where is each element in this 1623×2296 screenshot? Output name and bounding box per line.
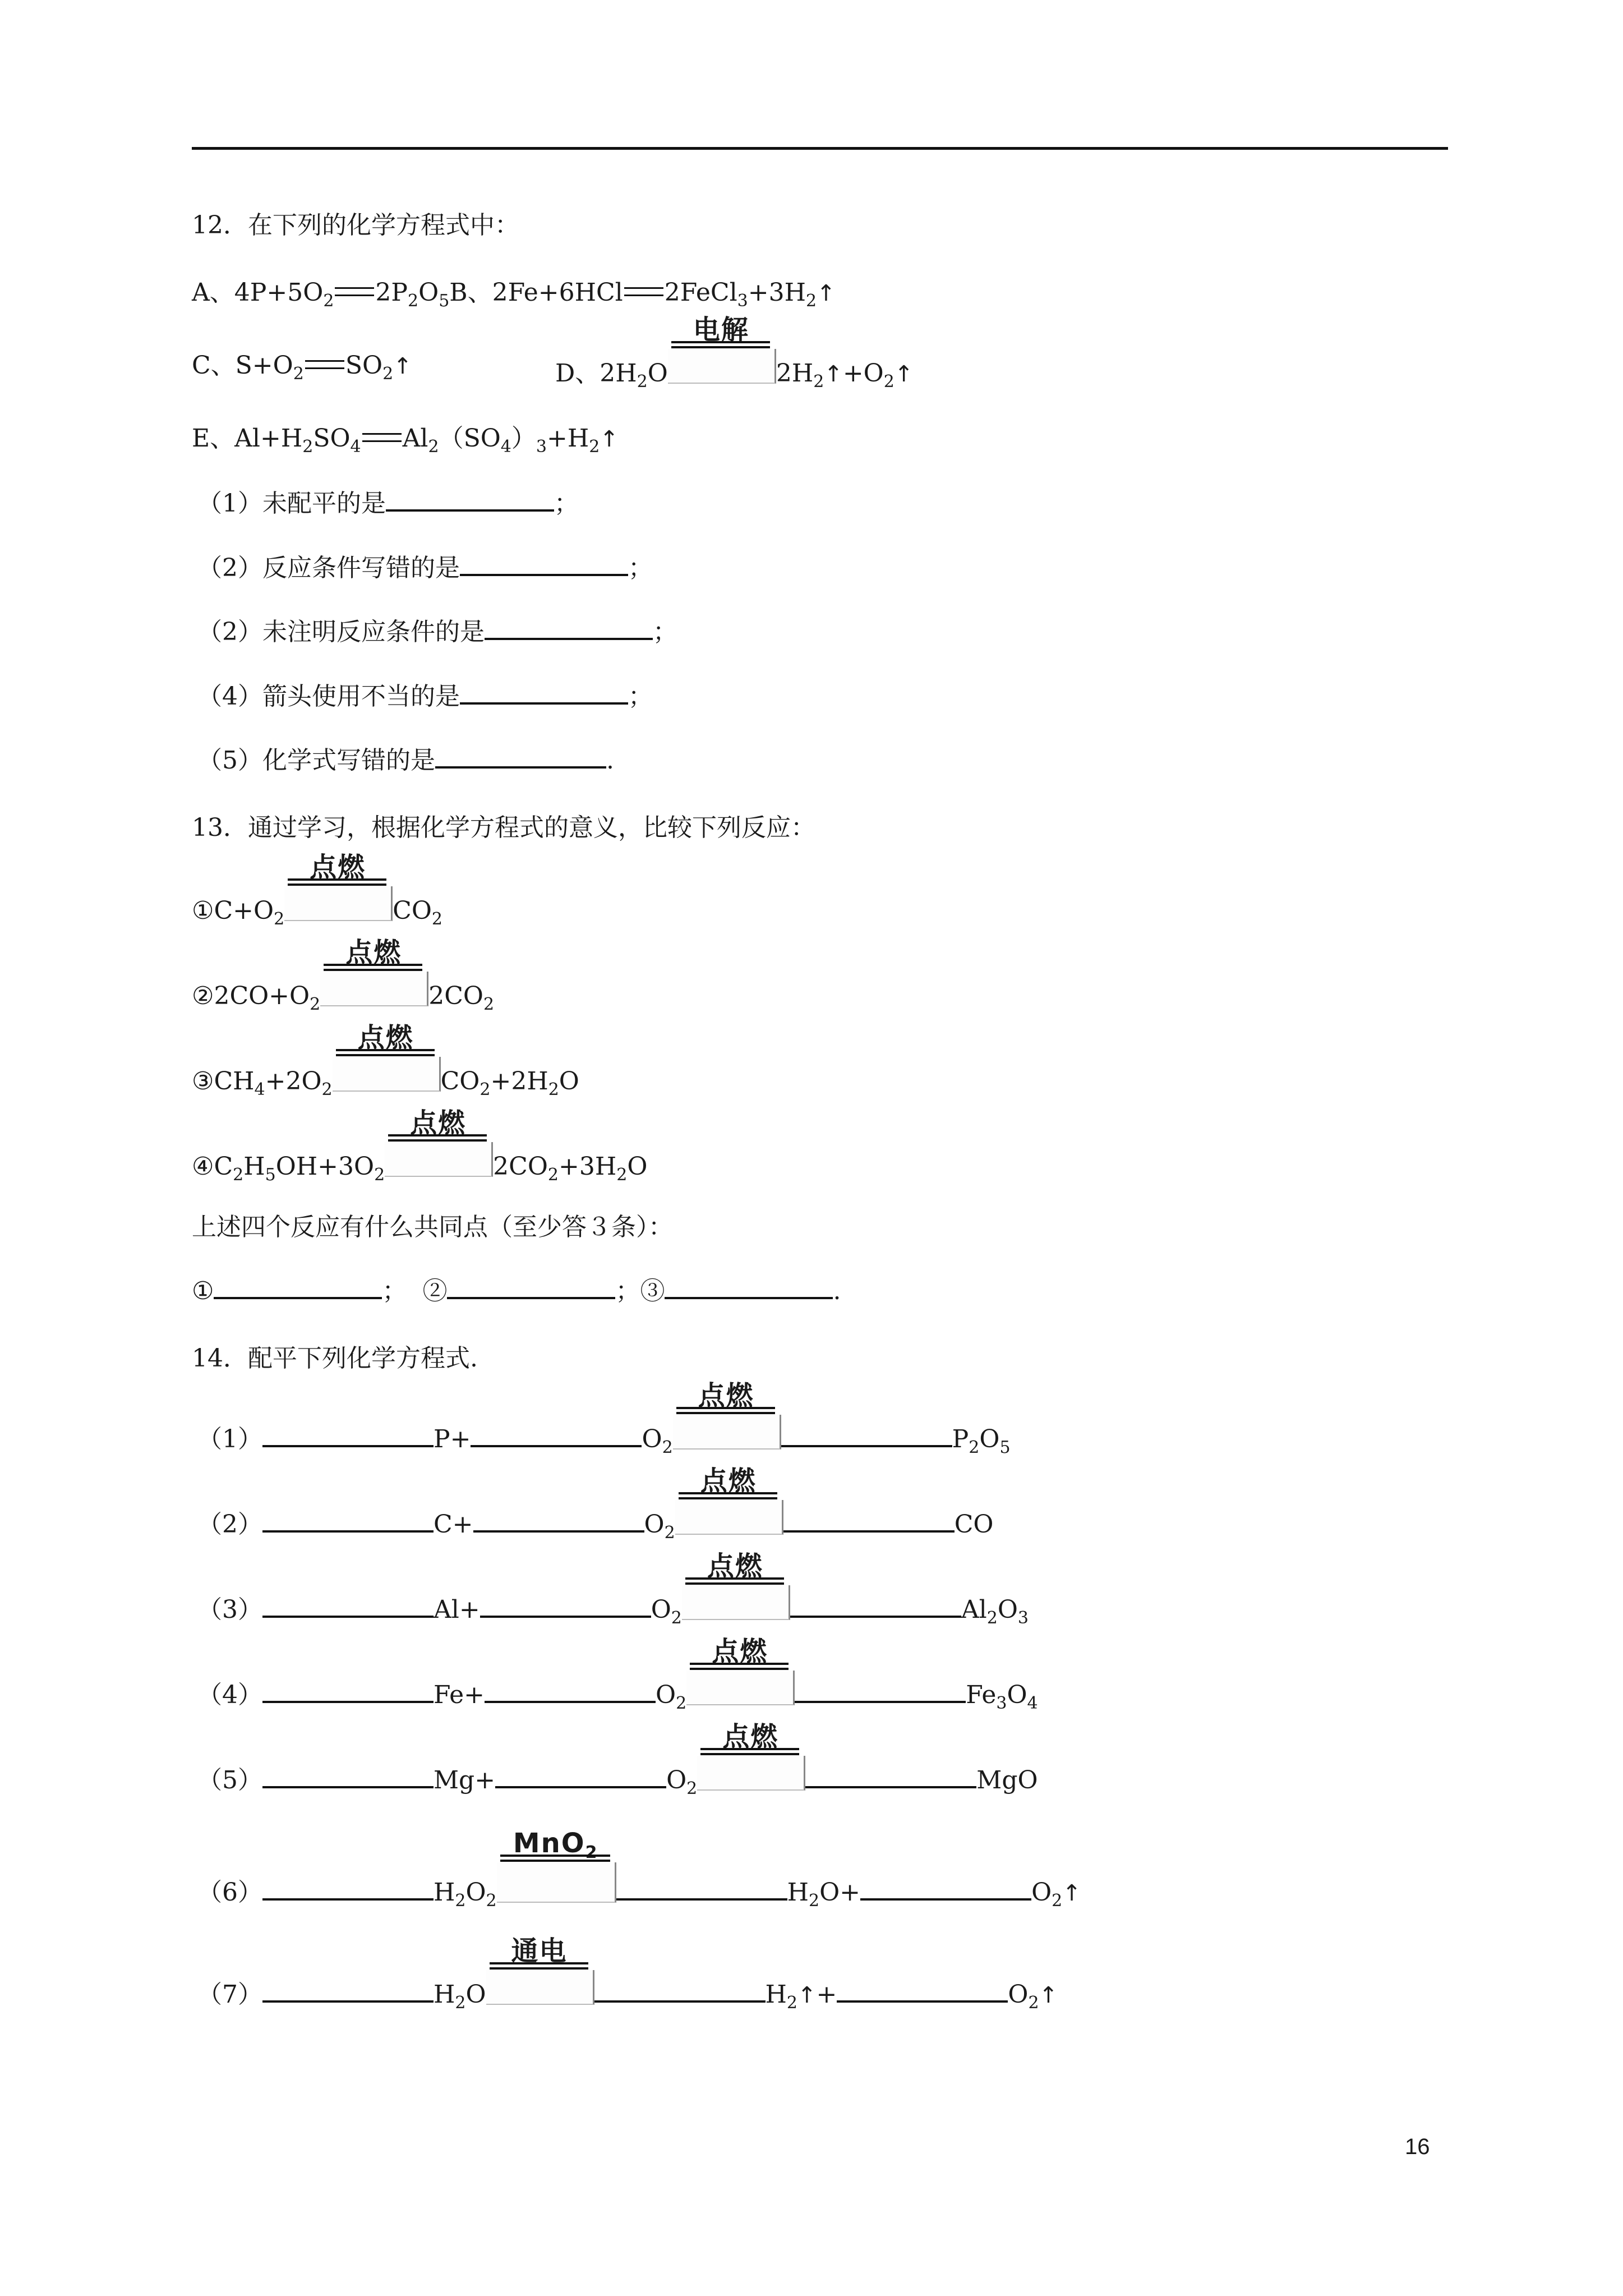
answer-blank[interactable] [386, 487, 554, 512]
answer-blank[interactable] [485, 615, 653, 640]
coefficient-blank[interactable] [837, 1978, 1008, 2003]
q13-reaction-2: $②2CO+O_2$ 点燃 $2CO_2$ [192, 937, 495, 1014]
q12-title: 12．在下列的化学方程式中： [192, 211, 519, 240]
coefficient-blank[interactable] [783, 1508, 955, 1533]
q14-title: 14．配平下列化学方程式. [192, 1344, 478, 1373]
q12-sub4: （4）箭头使用不当的是 ； [197, 680, 653, 714]
q14-eq-4: （4） $Fe+ O_2$ 点燃 $Fe_3O_4$ [197, 1636, 1038, 1713]
coefficient-blank[interactable] [262, 1764, 434, 1788]
coefficient-blank[interactable] [781, 1423, 952, 1447]
coefficient-blank[interactable] [480, 1593, 651, 1618]
coefficient-blank[interactable] [262, 1678, 434, 1703]
header-rule [192, 147, 1448, 150]
coefficient-blank[interactable] [795, 1678, 966, 1703]
coefficient-blank[interactable] [262, 1593, 434, 1618]
q13-reaction-1: $①C+O_2$ 点燃 $CO_2$ [192, 852, 442, 929]
q13-reaction-4: $④C_2H_5OH+3O_2$ 点燃 $2CO_2+3H_2O$ [192, 1107, 648, 1185]
coefficient-blank[interactable] [471, 1423, 642, 1447]
q12-sub1: （1）未配平的是 ； [197, 487, 579, 521]
answer-blank[interactable] [460, 680, 628, 705]
q13-answers: ① ； ② ；③ . [192, 1274, 841, 1308]
coefficient-blank[interactable] [485, 1678, 656, 1703]
q14-eq-3: （3） $Al+ O_2$ 点燃 $Al_2O_3$ [197, 1550, 1029, 1628]
coefficient-blank[interactable] [616, 1876, 787, 1901]
coefficient-blank[interactable] [594, 1978, 766, 2003]
coefficient-blank[interactable] [495, 1764, 666, 1788]
q13-common-question: 上述四个反应有什么共同点（至少答３条）： [192, 1213, 673, 1241]
q12-option-c: C、$S+O_2$ $SO_2↑$ [192, 351, 412, 384]
q12-sub5: （5）化学式写错的是 . [197, 744, 614, 777]
coefficient-blank[interactable] [262, 1876, 434, 1901]
q12-option-e: E、$Al+H_2SO_4$ $Al_2(SO_4)_3+H_2↑$ [192, 424, 619, 457]
coefficient-blank[interactable] [790, 1593, 961, 1618]
condition-electrolysis: 电解 [668, 349, 776, 384]
q14-eq-2: （2） $C+ O_2$ 点燃 CO [197, 1465, 994, 1543]
q14-eq-6: （6） $H_2O_2$ MnO$_2$ $H_2O+$ $O_2↑$ [197, 1828, 1081, 1911]
coefficient-blank[interactable] [262, 1978, 434, 2003]
q13-reaction-3: $③CH_4+2O_2$ 点燃 $CO_2+2H_2O$ [192, 1022, 579, 1099]
q14-eq-1: （1） $P+ O_2$ 点燃 $P_2O_5$ [197, 1380, 1011, 1457]
page-number: 16 [1405, 2134, 1430, 2159]
q14-eq-5: （5） $Mg+ O_2$ 点燃 MgO [197, 1721, 1038, 1798]
q12-option-d: D、$2H_2O$ 电解 $2H_2↑+O_2↑$ [555, 314, 914, 392]
coefficient-blank[interactable] [860, 1876, 1031, 1901]
answer-blank[interactable] [435, 744, 606, 769]
coefficient-blank[interactable] [473, 1508, 644, 1533]
answer-blank[interactable] [460, 551, 628, 576]
answer-blank[interactable] [447, 1274, 615, 1299]
answer-blank[interactable] [214, 1274, 382, 1299]
q12-sub2: （2）反应条件写错的是 ； [197, 551, 653, 585]
coefficient-blank[interactable] [262, 1423, 434, 1447]
q12-option-a-b: A、$4P+5O_2$ $2P_2O_5B$、2Fe+6HCl $2FeCl_3+3H_2↑$ [192, 278, 836, 311]
q13-title: 13．通过学习，根据化学方程式的意义，比较下列反应： [192, 813, 815, 842]
coefficient-blank[interactable] [262, 1508, 434, 1533]
q14-eq-7: （7） $H_2O$ 通电 $H_2↑+$ $O_2↑$ [197, 1935, 1058, 2013]
q12-sub3: （2）未注明反应条件的是 ； [197, 615, 677, 649]
answer-blank[interactable] [665, 1274, 833, 1299]
coefficient-blank[interactable] [805, 1764, 976, 1788]
